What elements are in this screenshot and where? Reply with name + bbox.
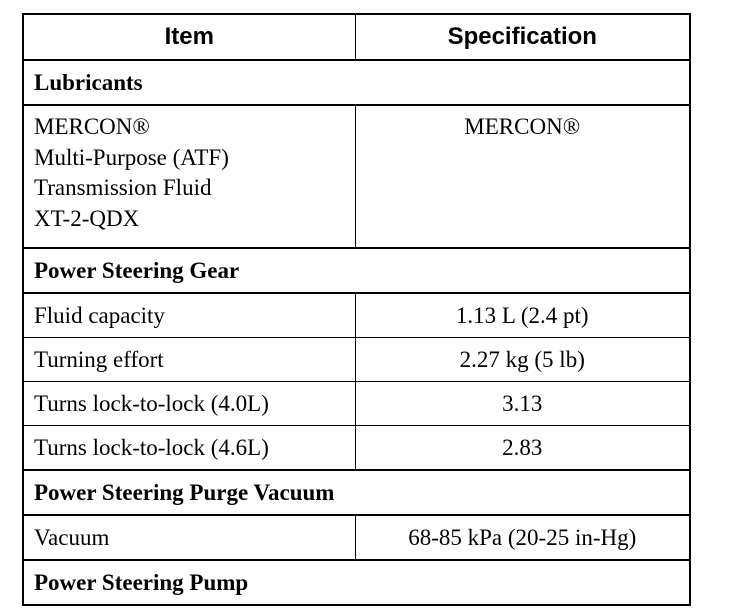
- table-row-turning-effort: [23, 338, 690, 382]
- spec-cell-turning-effort: 2.27 kg (5 lb): [355, 338, 690, 382]
- spec-cell-turns-4-6l: 2.83: [355, 426, 690, 471]
- section-title-power-steering-gear: Power Steering Gear: [23, 248, 690, 293]
- table-row-fluid-capacity: [23, 293, 690, 338]
- spec-cell-fluid-capacity: 1.13 L (2.4 pt): [355, 293, 690, 338]
- item-line: Multi-Purpose (ATF): [34, 144, 229, 170]
- item-line: XT-2-QDX: [34, 205, 140, 231]
- item-line: MERCON®: [34, 114, 150, 139]
- table-row-mercon: [23, 105, 690, 248]
- item-cell-mercon: [23, 105, 355, 248]
- header-item: Item: [23, 14, 355, 60]
- specification-table: [22, 13, 691, 606]
- table-row-vacuum: [23, 515, 690, 560]
- section-title-power-steering-purge-vacuum: Power Steering Purge Vacuum: [23, 470, 690, 515]
- section-title-power-steering-pump: Power Steering Pump: [23, 560, 690, 605]
- item-cell-turning-effort: Turning effort: [23, 338, 355, 382]
- spec-cell-vacuum: 68-85 kPa (20-25 in-Hg): [355, 515, 690, 560]
- header-row: [23, 14, 690, 60]
- item-cell-turns-4-6l: Turns lock-to-lock (4.6L): [23, 426, 355, 471]
- item-cell-fluid-capacity: Fluid capacity: [23, 293, 355, 338]
- item-line: Transmission Fluid: [34, 175, 212, 200]
- header-specification: Specification: [355, 14, 690, 60]
- section-row-power-steering-gear: [23, 248, 690, 293]
- section-title-lubricants: Lubricants: [23, 60, 690, 105]
- item-cell-turns-4-0l: Turns lock-to-lock (4.0L): [23, 382, 355, 426]
- table-row-turns-4-6l: [23, 426, 690, 471]
- table-row-turns-4-0l: [23, 382, 690, 426]
- item-cell-vacuum: Vacuum: [23, 515, 355, 560]
- section-row-power-steering-purge-vacuum: [23, 470, 690, 515]
- section-row-lubricants: [23, 60, 690, 105]
- section-row-power-steering-pump: [23, 560, 690, 605]
- spec-cell-mercon: MERCON®: [355, 105, 690, 248]
- spec-cell-turns-4-0l: 3.13: [355, 382, 690, 426]
